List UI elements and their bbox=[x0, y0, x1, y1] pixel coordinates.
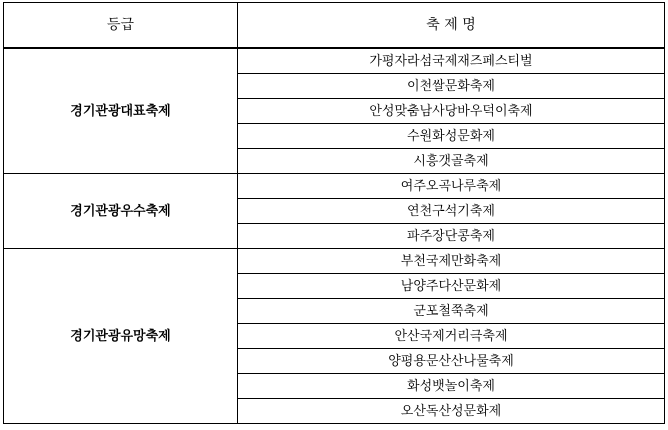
festival-cell: 부천국제만화축제 bbox=[238, 249, 665, 274]
festival-cell: 연천구석기축제 bbox=[238, 199, 665, 224]
festival-cell: 화성뱃놀이축제 bbox=[238, 374, 665, 399]
festival-cell: 안성맞춤남사당바우덕이축제 bbox=[238, 99, 665, 124]
festival-cell: 남양주다산문화제 bbox=[238, 274, 665, 299]
header-grade: 등급 bbox=[4, 3, 238, 49]
festival-table bbox=[3, 2, 665, 424]
header-row bbox=[4, 3, 665, 49]
header-festival-name: 축 제 명 bbox=[238, 3, 665, 49]
festival-cell: 가평자라섬국제재즈페스티벌 bbox=[238, 48, 665, 74]
category-cell-representative: 경기관광대표축제 bbox=[4, 48, 238, 174]
table-row bbox=[4, 249, 665, 274]
festival-table-container bbox=[3, 2, 664, 424]
festival-cell: 군포철쭉축제 bbox=[238, 299, 665, 324]
festival-cell: 안산국제거리극축제 bbox=[238, 324, 665, 349]
table-row bbox=[4, 174, 665, 199]
table-row bbox=[4, 48, 665, 74]
festival-cell: 수원화성문화제 bbox=[238, 124, 665, 149]
festival-cell: 파주장단콩축제 bbox=[238, 224, 665, 249]
category-cell-excellent: 경기관광우수축제 bbox=[4, 174, 238, 249]
festival-cell: 양평용문산산나물축제 bbox=[238, 349, 665, 374]
category-cell-promising: 경기관광유망축제 bbox=[4, 249, 238, 424]
festival-cell: 이천쌀문화축제 bbox=[238, 74, 665, 99]
festival-cell: 여주오곡나루축제 bbox=[238, 174, 665, 199]
festival-cell: 시흥갯골축제 bbox=[238, 149, 665, 174]
festival-cell: 오산독산성문화제 bbox=[238, 399, 665, 424]
